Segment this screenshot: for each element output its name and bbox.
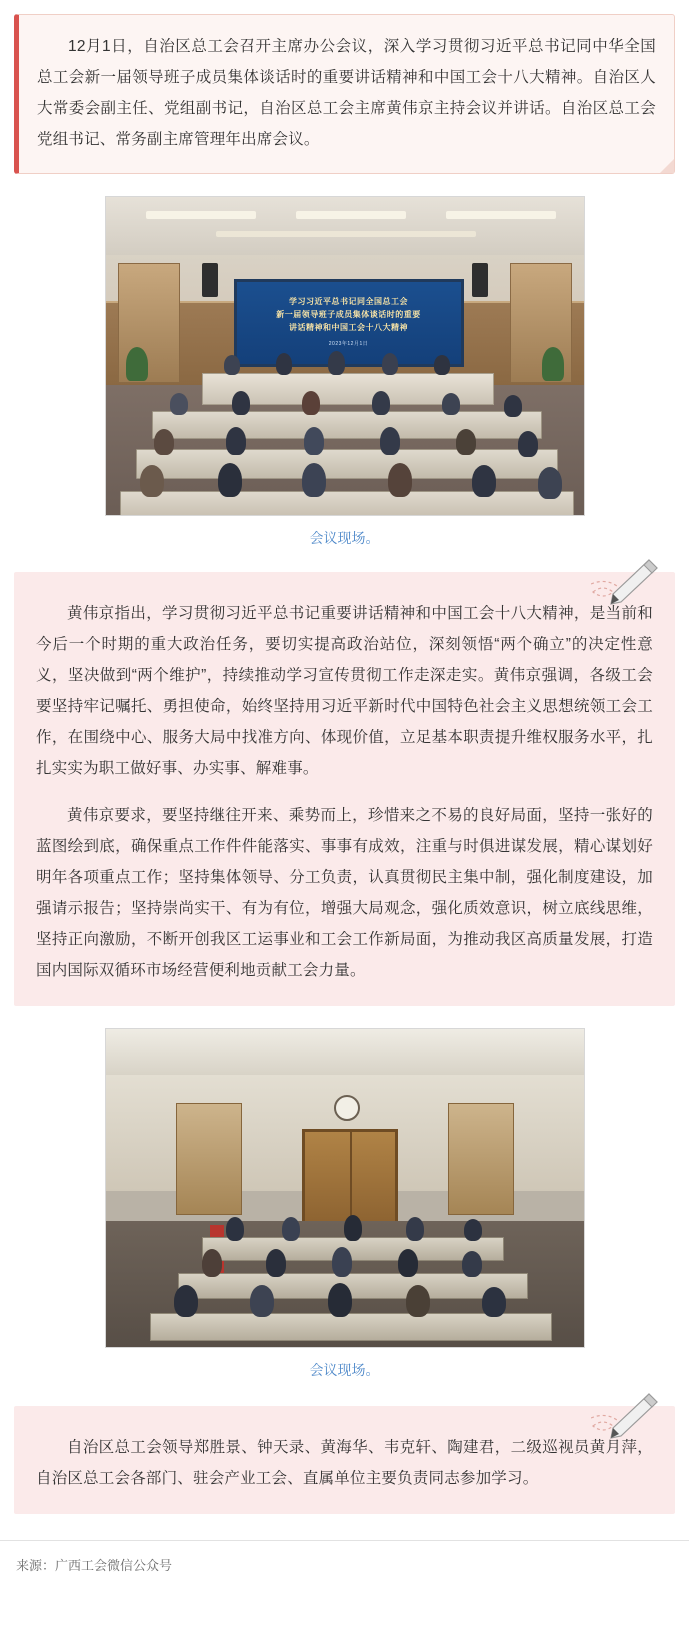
ceiling-light: [216, 231, 476, 237]
figure-caption: 会议现场。: [309, 1362, 380, 1378]
body-paragraph-2: 黄伟京指出，学习贯彻习近平总书记重要讲话精神和中国工会十八大精神，是当前和今后一个时期的重大政治任务，要切实提高政治站位，深刻领悟“两个确立”的决定性意义，坚决做到“两个维护”，持续推动学习宣传贯彻工作走深走实。黄伟京强调，各级工会要坚持牢记嘱托、勇担使命，始终坚持用习近平新时代中国特色社会主义思想统领工会工作，在围绕中心、服务大局中找准方向、体现价值，立足基本职责提升维权服务水平，扎扎实实为职工做好事、办实事、解难事。: [36, 605, 653, 777]
person: [174, 1285, 198, 1317]
potted-plant: [126, 347, 148, 381]
person: [372, 391, 390, 415]
person: [472, 465, 496, 497]
person: [218, 463, 242, 497]
ceiling: [106, 1029, 584, 1075]
person: [202, 1249, 222, 1277]
person: [154, 429, 174, 455]
screen-title-line-3: 讲话精神和中国工会十八大精神: [289, 323, 408, 332]
closing-text-card: [14, 1406, 675, 1514]
person: [406, 1217, 424, 1241]
card-corner-fold: [660, 159, 674, 173]
person: [538, 467, 562, 499]
person: [170, 393, 188, 415]
figure-meeting-1: [0, 196, 689, 548]
person: [302, 463, 326, 497]
person: [250, 1285, 274, 1317]
figure-meeting-2: [0, 1028, 689, 1380]
person: [388, 463, 412, 497]
speaker-right: [472, 263, 488, 297]
meeting-photo-1: [105, 196, 585, 516]
person: [224, 355, 240, 375]
person: [282, 1217, 300, 1241]
body-text-card: [14, 572, 675, 1006]
article-page: [0, 14, 689, 1594]
meeting-photo-2: [105, 1028, 585, 1348]
person: [140, 465, 164, 497]
person: [442, 393, 460, 415]
projection-screen: [234, 279, 464, 367]
lead-paragraph: 12月1日，自治区总工会召开主席办公会议，深入学习贯彻习近平总书记同中华全国总工会新一届领导班子成员集体谈话时的重要讲话精神和中国工会十八大精神。自治区人大常委会副主任、党组副书记，自治区总工会主席黄伟京主持会议并讲话。自治区总工会党组书记、常务副主席管理年出席会议。: [37, 38, 656, 148]
ceiling-light: [446, 211, 556, 219]
figure-caption: 会议现场。: [309, 530, 380, 546]
door-split: [350, 1132, 352, 1224]
wooden-door: [302, 1129, 398, 1227]
person: [232, 391, 250, 415]
wall-panel-left: [176, 1103, 242, 1215]
person: [380, 427, 400, 455]
source-text: 来源：广西工会微信公众号: [16, 1558, 173, 1573]
person: [434, 355, 450, 375]
desk-row: [150, 1313, 552, 1341]
person: [464, 1219, 482, 1241]
person: [482, 1287, 506, 1317]
person: [304, 427, 324, 455]
wall-panel-right: [448, 1103, 514, 1215]
person: [344, 1215, 362, 1241]
person: [398, 1249, 418, 1277]
person: [328, 1283, 352, 1317]
ceiling: [106, 197, 584, 256]
person: [226, 427, 246, 455]
potted-plant: [542, 347, 564, 381]
ceiling-light: [146, 211, 256, 219]
person: [276, 353, 292, 375]
person: [332, 1247, 352, 1277]
audience-table-row: [120, 491, 574, 516]
person: [518, 431, 538, 457]
lead-paragraph-card: [14, 14, 675, 174]
person: [456, 429, 476, 455]
body-paragraph-4: 自治区总工会领导郑胜景、钟天录、黄海华、韦克轩、陶建君，二级巡视员黄月萍，自治区总工会各部门、驻会产业工会、直属单位主要负责同志参加学习。: [36, 1439, 653, 1487]
screen-title-line-1: 学习习近平总书记同全国总工会: [289, 297, 408, 306]
person: [382, 353, 398, 375]
source-section: [0, 1540, 689, 1584]
person: [302, 391, 320, 415]
speaker-left: [202, 263, 218, 297]
wall-clock-icon: [334, 1095, 360, 1121]
person: [462, 1251, 482, 1277]
ceiling-light: [296, 211, 406, 219]
person: [266, 1249, 286, 1277]
screen-subtitle: 2023年12月1日: [328, 341, 369, 347]
person: [226, 1217, 244, 1241]
person: [406, 1285, 430, 1317]
person: [328, 351, 345, 375]
person: [504, 395, 522, 417]
screen-title-line-2: 新一届领导班子成员集体谈话时的重要: [276, 310, 421, 319]
body-paragraph-3: 黄伟京要求，要坚持继往开来、乘势而上，珍惜来之不易的良好局面，坚持一张好的蓝图绘到底，确保重点工作件件能落实、事事有成效，注重与时俱进谋发展，精心谋划好明年各项重点工作；坚持集体领导、分工负责，认真贯彻民主集中制，强化制度建设，加强请示报告；坚持崇尚实干、有为有位，增强大局观念，强化质效意识，树立底线思维，坚持正向激励，不断开创我区工运事业和工会工作新局面，为推动我区高质量发展，打造国内国际双循环市场经营便利地贡献工会力量。: [36, 807, 653, 979]
audience-table-row: [152, 411, 542, 439]
